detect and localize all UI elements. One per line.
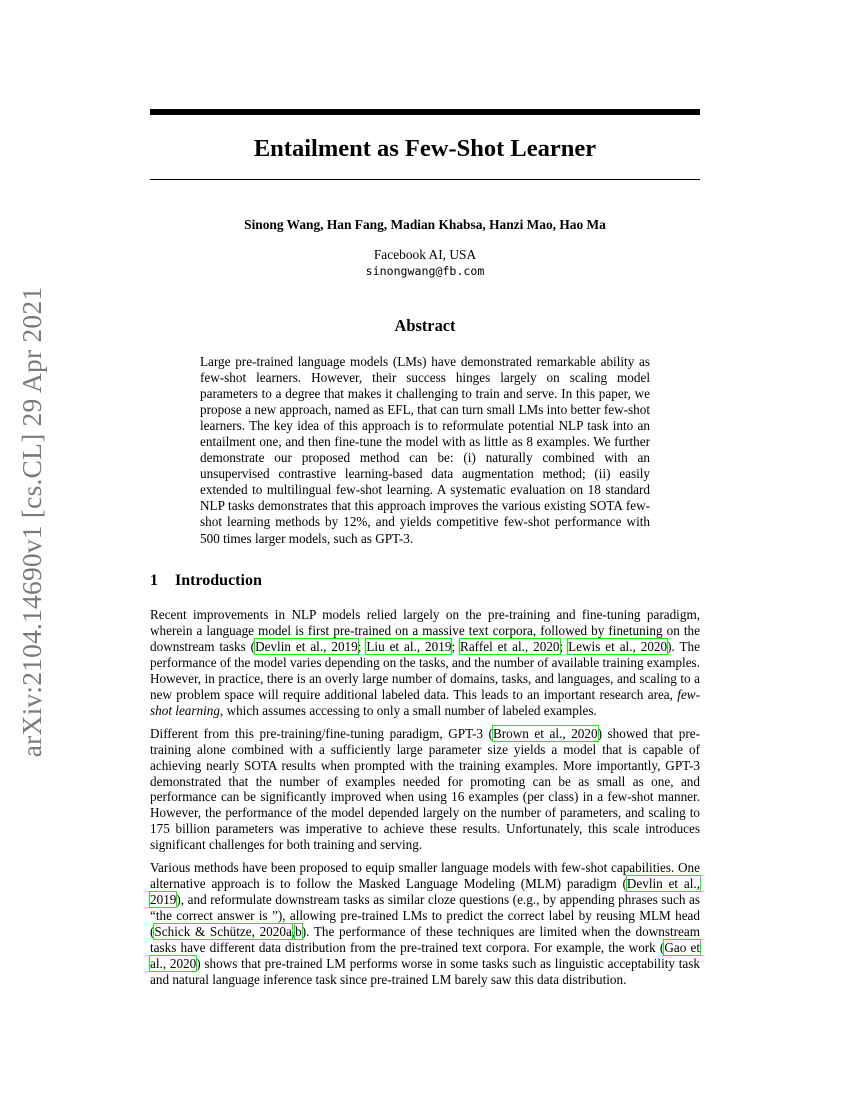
citation-link[interactable]: Gao et al., 2020 <box>150 940 700 972</box>
citation-link[interactable]: Liu et al., 2019 <box>366 638 452 654</box>
introduction-body <box>150 607 700 995</box>
paper-title: Entailment as Few-Shot Learner <box>253 135 597 162</box>
citation-link[interactable]: Devlin et al., 2019 <box>255 638 358 654</box>
text-run: ; <box>357 638 367 654</box>
title-rule-top <box>150 109 700 115</box>
text-run: ). The performance of the model varies depending on the tasks, and the number of available training examples. However, in practice, there is an overly large number of domains, tasks, and languages, and scaling to a new problem space will require additional labeled data. This leads to an important research area, <box>150 638 700 702</box>
contact-email: sinongwang@fb.com <box>365 264 485 278</box>
text-run: Different from this pre-training/fine-tuning paradigm, GPT-3 ( <box>150 725 493 741</box>
text-run: Various methods have been proposed to equip smaller language models with few-shot capabilities. One alternative approach is to follow the Masked Language Modeling (MLM) paradigm ( <box>150 860 700 892</box>
arxiv-sidebar <box>12 286 52 758</box>
paragraph-2 <box>150 726 700 854</box>
title-rule-bottom <box>150 179 700 180</box>
section-heading-introduction <box>150 571 262 591</box>
paragraph-3 <box>150 860 700 988</box>
text-run: , <box>291 924 296 940</box>
paragraph-1 <box>150 607 700 719</box>
text-run: ) shows that pre-trained LM performs worse in some tasks such as linguistic acceptability task and natural language inference task since pre-trained LM barely saw this data distribution. <box>150 956 700 987</box>
citation-link[interactable]: Schick & Schütze, 2020a <box>154 924 292 940</box>
abstract-text: Large pre-trained language models (LMs) have demonstrated remarkable ability as few-shot learners. However, their success hinges largely on scaling model parameters to a degree that makes it challenging to train and serve. In this paper, we propose a new approach, named as EFL, that can turn small LMs into better few-shot learners. The key idea of this approach is to reformulate potential NLP task into an entailment one, and then fine-tune the model with as little as 8 examples. We further demonstrate our proposed method can be: (i) naturally combined with an unsupervised contrastive learning-based data augmentation method; (ii) easily extended to multilingual few-shot learning. A systematic evaluation on 18 standard NLP tasks demonstrates that this approach improves the various existing SOTA few-shot learning methods by 12%, and yields competitive few-shot performance with 500 times larger models, such as GPT-3. <box>200 354 650 546</box>
abstract-heading: Abstract <box>394 316 456 335</box>
arxiv-identifier: arXiv:2104.14690v1 [cs.CL] 29 Apr 2021 <box>16 286 47 758</box>
text-run: ; <box>559 638 569 654</box>
text-run: ) showed that pre-training alone combined with a sufficiently large parameter size yields a model that is capable of achieving nearly SOTA results when prompted with the training examples. More importantly, GPT-3 demonstrated that the number of examples needed for promoting can be as small as one, and performance can be significantly improved when using 16 examples (per class) in a few-shot manner. However, the performance of the model depended largely on the number of parameters, and scaling to 175 billion parameters was imperative to achieve these results. Unfortunately, this scale introduces significant challenges for both training and serving. <box>150 725 700 853</box>
section-number: 1 <box>150 572 158 589</box>
emphasized-term: few-shot learning <box>150 686 700 718</box>
text-run: ), and reformulate downstream tasks as similar cloze questions (e.g., by appending phrases such as “the correct answer is ”), allowing pre-trained LMs to predict the correct label by reusing MLM head ( <box>150 892 700 940</box>
affiliation: Facebook AI, USA <box>373 247 477 262</box>
author-list: Sinong Wang, Han Fang, Madian Khabsa, Hanzi Mao, Hao Ma <box>244 217 606 232</box>
citation-link[interactable]: Raffel et al., 2020 <box>460 638 560 654</box>
citation-link[interactable]: Lewis et al., 2020 <box>568 638 668 654</box>
citation-link[interactable]: Devlin et al., 2019 <box>150 876 700 908</box>
text-run: ). The performance of these techniques are limited when the downstream tasks have different data distribution from the pre-trained text corpora. For example, the work ( <box>150 924 700 956</box>
section-title: Introduction <box>175 572 262 589</box>
text-run: , which assumes accessing to only a small number of labeled examples. <box>219 702 597 718</box>
citation-link[interactable]: b <box>295 924 302 940</box>
text-run: ; <box>451 638 461 654</box>
citation-link[interactable]: Brown et al., 2020 <box>492 725 598 741</box>
text-run: Recent improvements in NLP models relied largely on the pre-training and fine-tuning paradigm, wherein a language model is first pre-trained on a massive text corpora, followed by finetuning on the downstream tasks ( <box>150 607 700 654</box>
